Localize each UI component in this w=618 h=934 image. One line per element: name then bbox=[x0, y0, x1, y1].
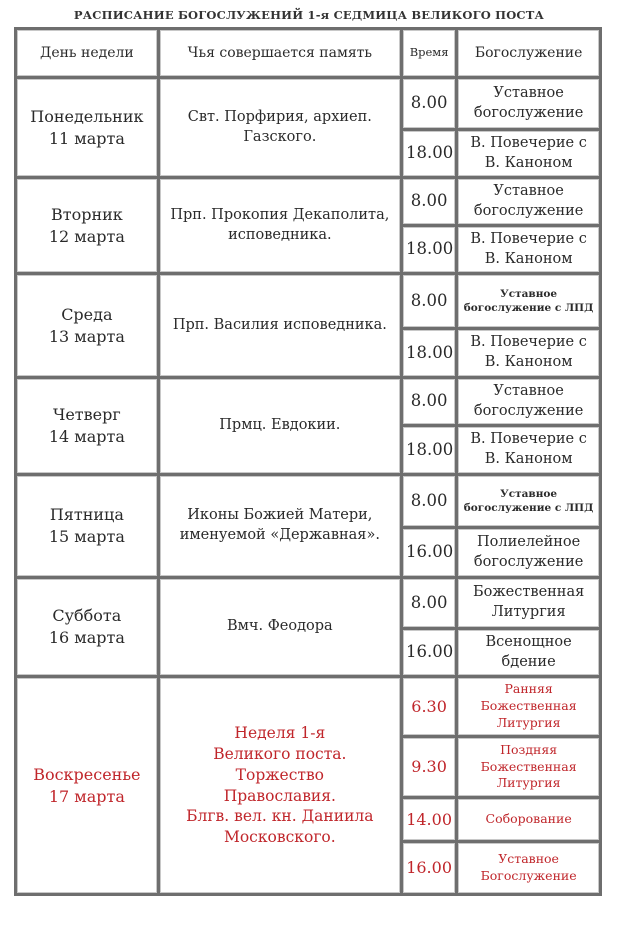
day-cell bbox=[17, 379, 157, 473]
service-cell: В. Повечерие с В. Каноном bbox=[458, 131, 599, 176]
header-memory: Чья совершается память bbox=[160, 30, 400, 76]
time-cell: 9.30 bbox=[403, 738, 455, 796]
service-cell: В. Повечерие с В. Каноном bbox=[458, 227, 599, 272]
service-cell: Уставное богослужение bbox=[458, 379, 599, 424]
memory-cell: Свт. Порфирия, архиеп. Газского. bbox=[160, 79, 400, 176]
day-date: 13 марта bbox=[48, 326, 125, 346]
day-name: Понедельник bbox=[30, 106, 144, 126]
time-cell: 18.00 bbox=[403, 131, 455, 176]
header-time: Время bbox=[403, 30, 455, 76]
time-cell: 18.00 bbox=[403, 330, 455, 376]
service-cell: Уставное Богослужение bbox=[458, 843, 599, 893]
day-name: Воскресенье bbox=[33, 764, 141, 784]
schedule-table bbox=[14, 27, 602, 896]
service-cell: Божественная Литургия bbox=[458, 579, 599, 627]
day-name: Вторник bbox=[50, 204, 123, 224]
service-cell: Поздняя Божественная Литургия bbox=[458, 738, 599, 796]
table-row bbox=[17, 379, 599, 424]
service-cell: Уставное богослужение bbox=[458, 79, 599, 128]
sunday-day-cell bbox=[17, 678, 157, 893]
sunday-memory-cell bbox=[160, 678, 400, 893]
day-name: Суббота bbox=[52, 606, 122, 626]
day-name: Четверг bbox=[52, 405, 121, 425]
memory-line: Православия. bbox=[223, 786, 336, 805]
time-cell: 8.00 bbox=[403, 579, 455, 627]
table-row bbox=[17, 579, 599, 627]
page-title: РАСПИСАНИЕ БОГОСЛУЖЕНИЙ 1-я СЕДМИЦА ВЕЛИКОГО ПОСТА bbox=[73, 8, 545, 22]
day-date: 16 марта bbox=[48, 628, 125, 647]
day-cell bbox=[17, 476, 157, 576]
header-service: Богослужение bbox=[458, 30, 599, 76]
table-row bbox=[17, 275, 599, 327]
table-row bbox=[17, 678, 599, 735]
service-cell: Уставное богослужение с ЛПД bbox=[458, 275, 599, 327]
time-cell: 8.00 bbox=[403, 476, 455, 526]
day-cell bbox=[17, 179, 157, 272]
time-cell: 8.00 bbox=[403, 379, 455, 424]
day-cell bbox=[17, 79, 157, 176]
table-row bbox=[17, 79, 599, 128]
service-cell: Ранняя Божественная Литургия bbox=[458, 678, 599, 735]
day-date: 11 марта bbox=[48, 128, 125, 148]
time-cell: 18.00 bbox=[403, 427, 455, 473]
day-name: Среда bbox=[61, 304, 113, 324]
time-cell: 16.00 bbox=[403, 630, 455, 675]
memory-line: Неделя 1-я bbox=[234, 723, 326, 742]
day-date: 17 марта bbox=[48, 786, 125, 806]
table-row bbox=[17, 476, 599, 526]
service-cell: Уставное богослужение bbox=[458, 179, 599, 224]
day-cell bbox=[17, 275, 157, 376]
memory-line: Торжество bbox=[235, 765, 325, 784]
memory-cell: Прмц. Евдокии. bbox=[160, 379, 400, 473]
time-cell: 8.00 bbox=[403, 79, 455, 128]
service-cell: Уставное богослужение с ЛПД bbox=[458, 476, 599, 526]
time-cell: 8.00 bbox=[403, 275, 455, 327]
day-date: 12 марта bbox=[48, 226, 125, 246]
day-cell bbox=[17, 579, 157, 675]
memory-line: Блгв. вел. кн. Даниила bbox=[186, 807, 374, 826]
memory-cell: Иконы Божией Матери, именуемой «Державная». bbox=[160, 476, 400, 576]
header-row bbox=[17, 30, 599, 76]
time-cell: 8.00 bbox=[403, 179, 455, 224]
memory-cell: Вмч. Феодора bbox=[160, 579, 400, 675]
day-date: 14 марта bbox=[48, 427, 125, 446]
time-cell: 18.00 bbox=[403, 227, 455, 272]
day-date: 15 марта bbox=[48, 527, 125, 546]
service-cell: Всенощное бдение bbox=[458, 630, 599, 675]
memory-cell: Прп. Прокопия Декаполита, исповедника. bbox=[160, 179, 400, 272]
header-day: День недели bbox=[17, 30, 157, 76]
table-row bbox=[17, 179, 599, 224]
service-cell: Полиелейное богослужение bbox=[458, 529, 599, 576]
memory-line: Великого поста. bbox=[213, 744, 347, 763]
memory-cell: Прп. Василия исповедника. bbox=[160, 275, 400, 376]
service-cell: В. Повечерие с В. Каноном bbox=[458, 330, 599, 376]
memory-line: Московского. bbox=[223, 828, 336, 847]
time-cell: 6.30 bbox=[403, 678, 455, 735]
time-cell: 14.00 bbox=[403, 799, 455, 840]
day-name: Пятница bbox=[49, 505, 124, 525]
service-cell: Соборование bbox=[458, 799, 599, 840]
time-cell: 16.00 bbox=[403, 529, 455, 576]
time-cell: 16.00 bbox=[403, 843, 455, 893]
service-cell: В. Повечерие с В. Каноном bbox=[458, 427, 599, 473]
